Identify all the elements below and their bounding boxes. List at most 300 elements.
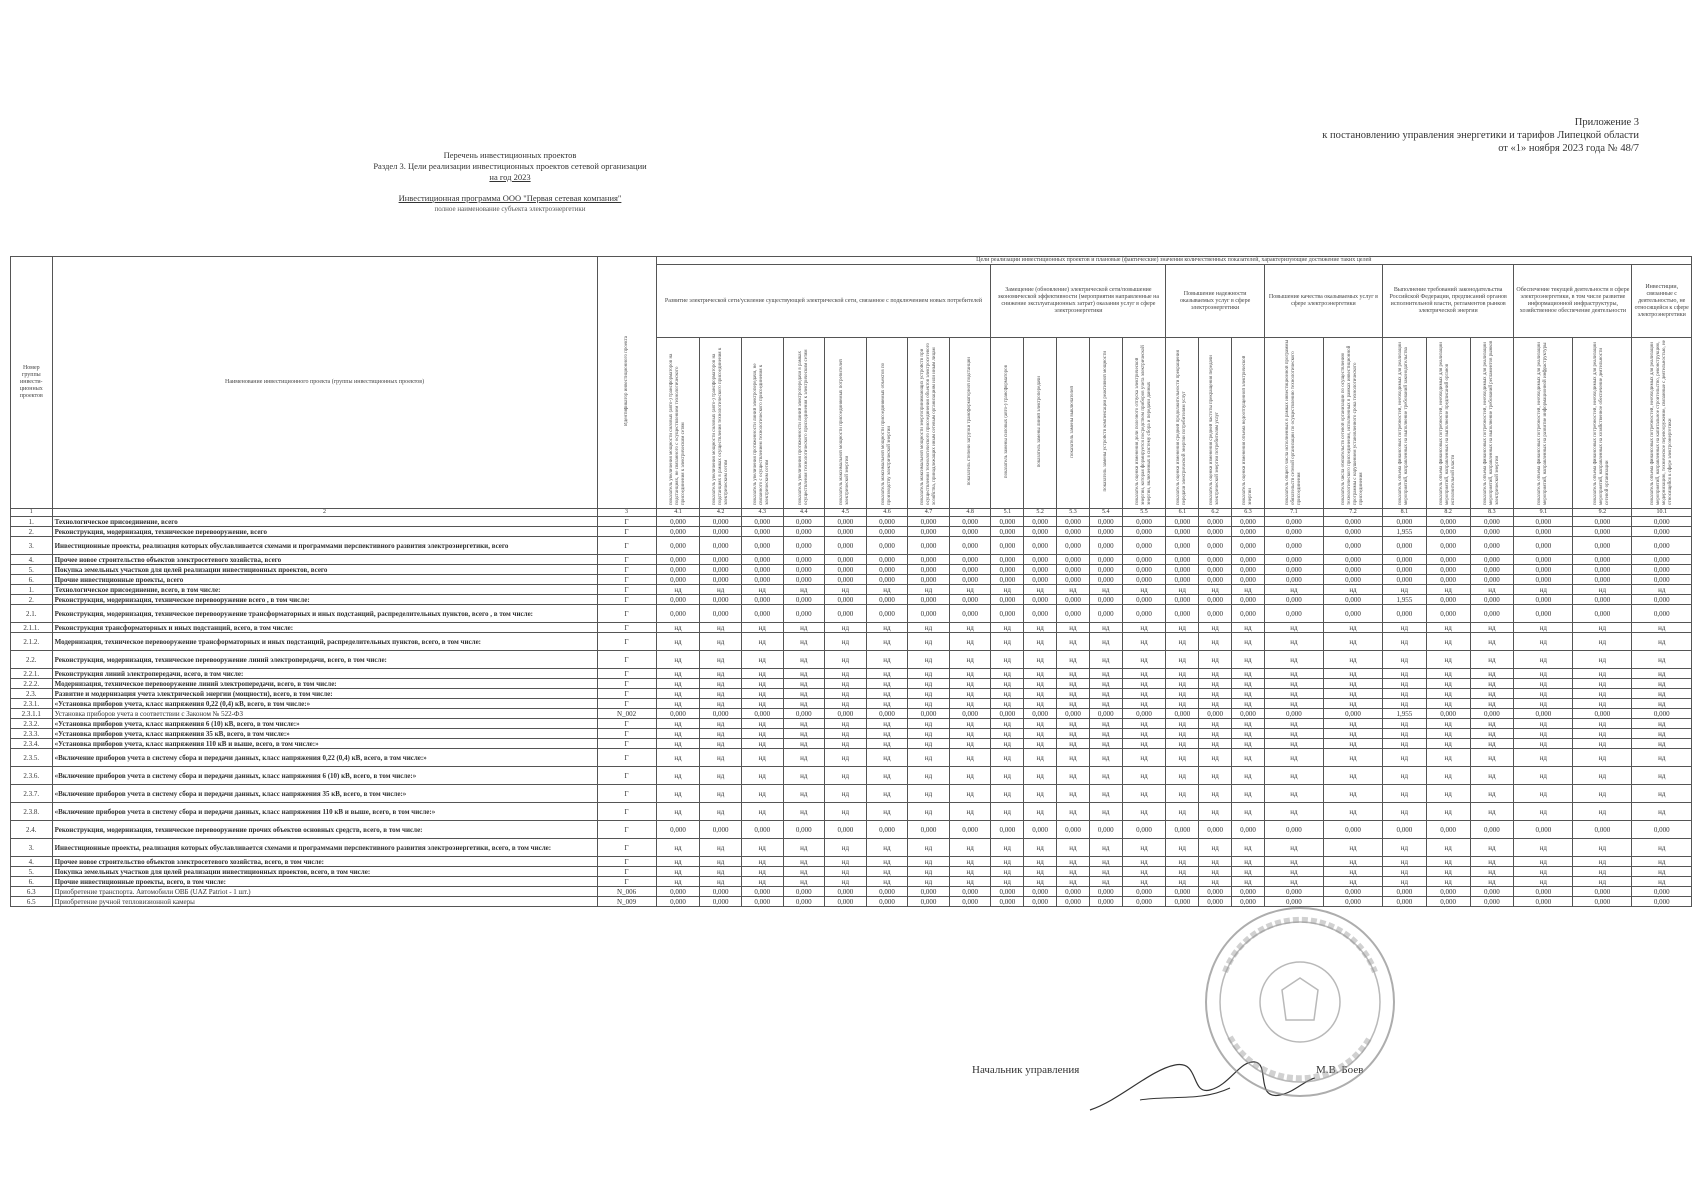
- row-value: нд: [1514, 867, 1573, 877]
- row-value: нд: [1632, 719, 1692, 729]
- row-value: нд: [866, 679, 908, 689]
- row-value: 0,000: [1426, 887, 1470, 897]
- row-value: 0,000: [1632, 555, 1692, 565]
- row-value: нд: [991, 867, 1024, 877]
- row-value: нд: [1024, 739, 1057, 749]
- header-indicator: [700, 338, 742, 509]
- row-value: 0,000: [1199, 575, 1232, 585]
- row-value: нд: [1323, 803, 1382, 821]
- row-value: 0,000: [1573, 821, 1632, 839]
- row-value: нд: [656, 699, 700, 709]
- row-value: нд: [1470, 839, 1514, 857]
- row-value: нд: [1264, 633, 1323, 651]
- row-value: 0,000: [741, 821, 783, 839]
- row-value: нд: [700, 651, 742, 669]
- row-value: 0,000: [908, 887, 950, 897]
- header-indicator-text: показатель замены выключателей: [1069, 385, 1075, 458]
- row-number: 5.: [11, 565, 53, 575]
- row-project-name: Реконструкция линий электропередачи, всего, в том числе:: [52, 669, 597, 679]
- row-project-id: Г: [597, 857, 656, 867]
- row-value: нд: [1166, 633, 1199, 651]
- row-project-id: Г: [597, 803, 656, 821]
- row-project-id: Г: [597, 565, 656, 575]
- row-value: нд: [1470, 633, 1514, 651]
- row-value: нд: [741, 699, 783, 709]
- row-value: 0,000: [1426, 897, 1470, 907]
- row-value: 0,000: [908, 575, 950, 585]
- row-value: нд: [783, 867, 825, 877]
- row-value: 0,000: [1514, 537, 1573, 555]
- row-value: нд: [1383, 739, 1427, 749]
- row-value: нд: [1057, 623, 1090, 633]
- header-goal-group: Повышение качества оказываемых услуг в сфере электроэнергетики: [1264, 265, 1382, 338]
- row-value: 0,000: [741, 537, 783, 555]
- row-value: нд: [908, 669, 950, 679]
- row-project-name: Реконструкция, модернизация, техническое перевооружение прочих объектов основных средств, всего, в том числе:: [52, 821, 597, 839]
- row-value: 0,000: [866, 897, 908, 907]
- table-row: [11, 527, 1692, 537]
- row-value: нд: [866, 585, 908, 595]
- row-number: 2.3.3.: [11, 729, 53, 739]
- row-value: 0,000: [1122, 555, 1166, 565]
- row-value: 0,000: [1166, 709, 1199, 719]
- header-indicator-text: показатель увеличения протяженности линий электропередачи, не связанного с осуществлением технологического присоединения к электрическим сетям: [753, 362, 771, 505]
- row-value: нд: [1632, 689, 1692, 699]
- row-value: нд: [783, 623, 825, 633]
- row-value: 0,000: [656, 595, 700, 605]
- header-indicator-text: показатель объема финансовых потребностей, необходимых для реализации мероприятий, направленных на выполнение предписаний органов исполнительной власти: [1439, 341, 1457, 505]
- row-value: нд: [991, 699, 1024, 709]
- row-value: нд: [1057, 785, 1090, 803]
- row-value: нд: [991, 739, 1024, 749]
- column-number: 7.1: [1264, 509, 1323, 517]
- row-value: нд: [741, 719, 783, 729]
- table-row: [11, 785, 1692, 803]
- row-value: нд: [1024, 699, 1057, 709]
- row-value: 0,000: [1264, 595, 1323, 605]
- row-value: нд: [1089, 669, 1122, 679]
- row-project-name: Технологическое присоединение, всего, в том числе:: [52, 585, 597, 595]
- row-value: 0,000: [949, 555, 991, 565]
- row-value: нд: [1057, 803, 1090, 821]
- row-value: нд: [741, 749, 783, 767]
- row-value: нд: [741, 839, 783, 857]
- row-value: нд: [1089, 877, 1122, 887]
- row-value: нд: [1383, 767, 1427, 785]
- row-value: нд: [1232, 803, 1265, 821]
- row-value: нд: [825, 767, 867, 785]
- row-value: нд: [1166, 585, 1199, 595]
- row-value: нд: [825, 585, 867, 595]
- row-value: нд: [1057, 651, 1090, 669]
- header-indicator-text: показатель увеличения протяженности линий электропередачи в рамках осуществления технологического присоединения к электрическим сетям: [797, 348, 809, 505]
- row-value: 0,000: [1024, 575, 1057, 585]
- row-value: нд: [741, 867, 783, 877]
- row-number: 2.: [11, 527, 53, 537]
- header-indicator-text: показатель оценки изменения средней частоты прекращения передачи электрической энергии потребителям услуг: [1209, 354, 1221, 505]
- row-value: нд: [656, 633, 700, 651]
- column-number: 6.3: [1232, 509, 1265, 517]
- column-number: 10.1: [1632, 509, 1692, 517]
- row-value: 0,000: [1199, 897, 1232, 907]
- row-value: нд: [1264, 739, 1323, 749]
- row-value: нд: [866, 749, 908, 767]
- row-value: нд: [1199, 729, 1232, 739]
- row-value: нд: [1632, 803, 1692, 821]
- row-value: нд: [1426, 767, 1470, 785]
- row-value: 0,000: [783, 897, 825, 907]
- column-number: 5.2: [1024, 509, 1057, 517]
- row-value: нд: [1089, 679, 1122, 689]
- column-number: 6.2: [1199, 509, 1232, 517]
- row-value: нд: [1264, 623, 1323, 633]
- row-value: 0,000: [741, 595, 783, 605]
- row-value: 0,000: [1573, 565, 1632, 575]
- row-value: нд: [1089, 729, 1122, 739]
- row-value: 0,000: [1024, 555, 1057, 565]
- row-value: 0,000: [1232, 537, 1265, 555]
- column-number: 4.4: [783, 509, 825, 517]
- row-value: нд: [908, 651, 950, 669]
- row-value: нд: [825, 651, 867, 669]
- row-project-id: Г: [597, 785, 656, 803]
- row-value: 0,000: [825, 709, 867, 719]
- row-value: нд: [1232, 623, 1265, 633]
- row-value: нд: [700, 767, 742, 785]
- row-value: 0,000: [1089, 595, 1122, 605]
- row-value: нд: [1199, 839, 1232, 857]
- row-value: нд: [700, 857, 742, 867]
- row-value: нд: [656, 767, 700, 785]
- row-value: нд: [1166, 679, 1199, 689]
- row-value: нд: [1383, 785, 1427, 803]
- column-number: 9.2: [1573, 509, 1632, 517]
- column-number: 4.2: [700, 509, 742, 517]
- row-value: 0,000: [1199, 605, 1232, 623]
- row-value: 0,000: [741, 517, 783, 527]
- row-value: 0,000: [1426, 575, 1470, 585]
- row-value: нд: [1573, 689, 1632, 699]
- row-value: 0,000: [991, 595, 1024, 605]
- row-value: нд: [1166, 689, 1199, 699]
- row-value: нд: [908, 857, 950, 867]
- row-value: нд: [1089, 623, 1122, 633]
- row-value: нд: [908, 699, 950, 709]
- row-value: нд: [1199, 585, 1232, 595]
- row-value: 0,000: [1057, 897, 1090, 907]
- row-value: нд: [1089, 585, 1122, 595]
- header-project-id: [597, 257, 656, 509]
- row-value: нд: [991, 669, 1024, 679]
- row-value: нд: [1383, 699, 1427, 709]
- row-value: 0,000: [700, 527, 742, 537]
- row-value: 0,000: [908, 527, 950, 537]
- row-value: нд: [1426, 689, 1470, 699]
- row-value: нд: [949, 585, 991, 595]
- header-indicator: [1470, 338, 1514, 509]
- row-value: 0,000: [1199, 887, 1232, 897]
- row-value: нд: [991, 651, 1024, 669]
- row-value: 0,000: [949, 575, 991, 585]
- row-value: нд: [866, 699, 908, 709]
- row-value: 0,000: [1232, 897, 1265, 907]
- row-value: нд: [1057, 585, 1090, 595]
- row-value: 0,000: [741, 527, 783, 537]
- row-value: нд: [866, 689, 908, 699]
- row-value: 0,000: [1264, 887, 1323, 897]
- row-value: нд: [1166, 877, 1199, 887]
- row-value: нд: [700, 867, 742, 877]
- row-value: нд: [1057, 689, 1090, 699]
- row-value: 0,000: [1632, 605, 1692, 623]
- row-value: 0,000: [700, 565, 742, 575]
- row-value: нд: [1057, 633, 1090, 651]
- row-value: нд: [1264, 699, 1323, 709]
- row-value: 0,000: [1089, 709, 1122, 719]
- row-value: 0,000: [1024, 537, 1057, 555]
- row-value: нд: [1057, 739, 1090, 749]
- column-number: 4.1: [656, 509, 700, 517]
- row-value: 0,000: [1383, 565, 1427, 575]
- row-value: нд: [1166, 749, 1199, 767]
- row-value: нд: [1199, 651, 1232, 669]
- row-number: 2.3.1.: [11, 699, 53, 709]
- row-value: нд: [656, 623, 700, 633]
- row-number: 2.: [11, 595, 53, 605]
- row-value: 0,000: [783, 595, 825, 605]
- row-value: 0,000: [1632, 595, 1692, 605]
- row-value: 0,000: [1057, 517, 1090, 527]
- row-value: 0,000: [1264, 517, 1323, 527]
- investment-goals-table: [10, 256, 1692, 907]
- row-value: нд: [1057, 669, 1090, 679]
- official-stamp-image: [1200, 902, 1400, 1102]
- row-value: 0,000: [1199, 709, 1232, 719]
- row-value: нд: [1514, 699, 1573, 709]
- row-project-id: Г: [597, 651, 656, 669]
- row-value: нд: [1232, 749, 1265, 767]
- header-indicator: [1232, 338, 1265, 509]
- row-value: нд: [908, 803, 950, 821]
- row-value: нд: [949, 867, 991, 877]
- row-value: нд: [1514, 623, 1573, 633]
- row-value: нд: [1323, 739, 1382, 749]
- column-number: 5.5: [1122, 509, 1166, 517]
- row-value: нд: [1383, 679, 1427, 689]
- title-line-4: Инвестиционная программа ООО "Первая сетевая компания": [398, 193, 622, 203]
- table-row: [11, 555, 1692, 565]
- row-value: нд: [741, 669, 783, 679]
- row-value: нд: [783, 633, 825, 651]
- row-value: 0,000: [656, 555, 700, 565]
- row-value: нд: [1426, 699, 1470, 709]
- row-value: 0,000: [1166, 595, 1199, 605]
- row-value: 0,000: [1199, 537, 1232, 555]
- row-value: нд: [1089, 719, 1122, 729]
- row-value: нд: [949, 689, 991, 699]
- row-value: нд: [949, 633, 991, 651]
- header-indicator: [825, 338, 867, 509]
- row-value: нд: [991, 749, 1024, 767]
- row-value: 0,000: [1383, 537, 1427, 555]
- table-row: [11, 877, 1692, 887]
- row-value: 0,000: [1122, 575, 1166, 585]
- column-number: 3: [597, 509, 656, 517]
- row-value: нд: [866, 839, 908, 857]
- row-value: нд: [1232, 785, 1265, 803]
- row-value: 0,000: [1632, 709, 1692, 719]
- row-value: нд: [1024, 839, 1057, 857]
- row-value: нд: [1089, 839, 1122, 857]
- table-row: [11, 839, 1692, 857]
- row-value: нд: [1470, 867, 1514, 877]
- row-value: нд: [1383, 867, 1427, 877]
- row-value: 0,000: [656, 565, 700, 575]
- row-value: нд: [1426, 729, 1470, 739]
- row-value: нд: [1089, 785, 1122, 803]
- row-value: 0,000: [1323, 897, 1382, 907]
- row-value: нд: [1323, 679, 1382, 689]
- row-value: нд: [1323, 699, 1382, 709]
- header-indicator-text: показатель максимальной мощности присоединяемых потребителей электрической энергии: [839, 358, 851, 505]
- row-value: 0,000: [700, 537, 742, 555]
- header-indicator: [1264, 338, 1323, 509]
- row-value: 0,000: [1323, 887, 1382, 897]
- row-value: 0,000: [1470, 709, 1514, 719]
- row-value: нд: [949, 785, 991, 803]
- row-value: нд: [1573, 749, 1632, 767]
- row-project-name: «Включение приборов учета в систему сбора и передачи данных, класс напряжения 110 кВ и выше, всего, в том числе:»: [52, 803, 597, 821]
- row-project-name: Установка приборов учета в соответствии с Законом № 522-ФЗ: [52, 709, 597, 719]
- row-value: нд: [700, 719, 742, 729]
- row-value: нд: [741, 689, 783, 699]
- row-value: нд: [908, 839, 950, 857]
- row-value: нд: [908, 719, 950, 729]
- row-value: 0,000: [866, 709, 908, 719]
- row-value: 0,000: [783, 537, 825, 555]
- row-value: 0,000: [1514, 555, 1573, 565]
- table-row: [11, 575, 1692, 585]
- row-project-name: Реконструкция, модернизация, техническое перевооружение всего , в том числе:: [52, 595, 597, 605]
- column-number: 8.1: [1383, 509, 1427, 517]
- row-value: 0,000: [656, 517, 700, 527]
- row-value: 0,000: [1573, 887, 1632, 897]
- header-indicator-text: показатель увеличения мощности силовых (авто-) трансформаторов на подстанциях в рамках осуществления технологического присоединения к электрическим сетям: [711, 347, 729, 505]
- row-value: нд: [656, 651, 700, 669]
- row-value: нд: [1383, 585, 1427, 595]
- row-value: нд: [1573, 857, 1632, 867]
- row-value: 0,000: [908, 555, 950, 565]
- row-value: нд: [1514, 839, 1573, 857]
- header-indicator-text: показатель объема финансовых потребностей, необходимых для реализации мероприятий, направленных на капитальное строительство, реконструкцию, модернизацию, техническое перевооружение, связанные с деятельностью, не относящейся к сфере электроэнергетики: [1649, 339, 1673, 505]
- row-value: нд: [1470, 651, 1514, 669]
- row-project-name: Инвестиционные проекты, реализация которых обуславливается схемами и программами перспективного развития электроэнергетики, всего, в том числе:: [52, 839, 597, 857]
- table-row: [11, 897, 1692, 907]
- row-value: нд: [1632, 669, 1692, 679]
- row-value: 0,000: [741, 897, 783, 907]
- row-value: нд: [656, 749, 700, 767]
- row-value: нд: [1264, 729, 1323, 739]
- row-value: нд: [908, 867, 950, 877]
- row-value: нд: [1426, 719, 1470, 729]
- row-number: 4.: [11, 857, 53, 867]
- row-value: 0,000: [949, 527, 991, 537]
- row-value: нд: [1232, 633, 1265, 651]
- row-value: нд: [1089, 749, 1122, 767]
- row-value: нд: [741, 785, 783, 803]
- row-value: нд: [1232, 857, 1265, 867]
- row-value: 0,000: [825, 527, 867, 537]
- row-value: нд: [866, 739, 908, 749]
- row-project-name: «Установка приборов учета, класс напряжения 110 кВ и выше, всего, в том числе:»: [52, 739, 597, 749]
- row-value: 0,000: [1323, 709, 1382, 719]
- row-value: 0,000: [1264, 555, 1323, 565]
- column-number: 2: [52, 509, 597, 517]
- row-value: 0,000: [825, 897, 867, 907]
- row-value: нд: [908, 623, 950, 633]
- row-value: нд: [949, 669, 991, 679]
- row-value: нд: [1166, 739, 1199, 749]
- header-goal-group: Инвестиции, связанные с деятельностью, не относящейся к сфере электроэнергетики: [1632, 265, 1692, 338]
- row-project-id: Г: [597, 517, 656, 527]
- header-indicator: [1573, 338, 1632, 509]
- row-value: нд: [1122, 739, 1166, 749]
- row-project-name: «Установка приборов учета, класс напряжения 0,22 (0,4) кВ, всего, в том числе:»: [52, 699, 597, 709]
- row-value: 0,000: [866, 887, 908, 897]
- row-value: нд: [1057, 699, 1090, 709]
- row-value: нд: [991, 679, 1024, 689]
- row-value: нд: [783, 679, 825, 689]
- row-value: нд: [991, 585, 1024, 595]
- row-project-id: N_009: [597, 897, 656, 907]
- row-project-name: Прочее новое строительство объектов электросетевого хозяйства, всего: [52, 555, 597, 565]
- row-value: нд: [1323, 857, 1382, 867]
- row-value: 0,000: [1166, 575, 1199, 585]
- row-value: 0,000: [1323, 537, 1382, 555]
- row-value: нд: [656, 585, 700, 595]
- row-value: нд: [1323, 877, 1382, 887]
- row-value: нд: [741, 857, 783, 867]
- row-value: нд: [1264, 867, 1323, 877]
- header-indicator-text: показатель замены силовых (авто-) трансформаторов: [1004, 364, 1010, 479]
- row-value: нд: [991, 857, 1024, 867]
- row-value: нд: [908, 749, 950, 767]
- row-value: 0,000: [1232, 555, 1265, 565]
- row-value: нд: [866, 785, 908, 803]
- row-value: нд: [825, 877, 867, 887]
- row-value: 0,000: [1514, 605, 1573, 623]
- row-value: 0,000: [1573, 537, 1632, 555]
- row-value: 0,000: [700, 897, 742, 907]
- title-line-1: Перечень инвестиционных проектов: [443, 150, 577, 160]
- row-value: нд: [1057, 729, 1090, 739]
- row-value: нд: [1024, 867, 1057, 877]
- row-value: нд: [700, 839, 742, 857]
- row-value: 0,000: [908, 537, 950, 555]
- row-value: нд: [991, 839, 1024, 857]
- row-project-id: Г: [597, 605, 656, 623]
- row-value: нд: [1470, 803, 1514, 821]
- row-value: 0,000: [866, 537, 908, 555]
- row-value: нд: [1122, 689, 1166, 699]
- header-goal-group: Развитие электрической сети/усиление существующей электрической сети, связанное с подключением новых потребителей: [656, 265, 991, 338]
- row-project-id: Г: [597, 867, 656, 877]
- row-value: 0,000: [991, 537, 1024, 555]
- appendix-line-2: к постановлению управления энергетики и тарифов Липецкой области: [1322, 130, 1639, 141]
- row-value: 0,000: [1264, 821, 1323, 839]
- row-number: 6.: [11, 575, 53, 585]
- row-value: нд: [991, 767, 1024, 785]
